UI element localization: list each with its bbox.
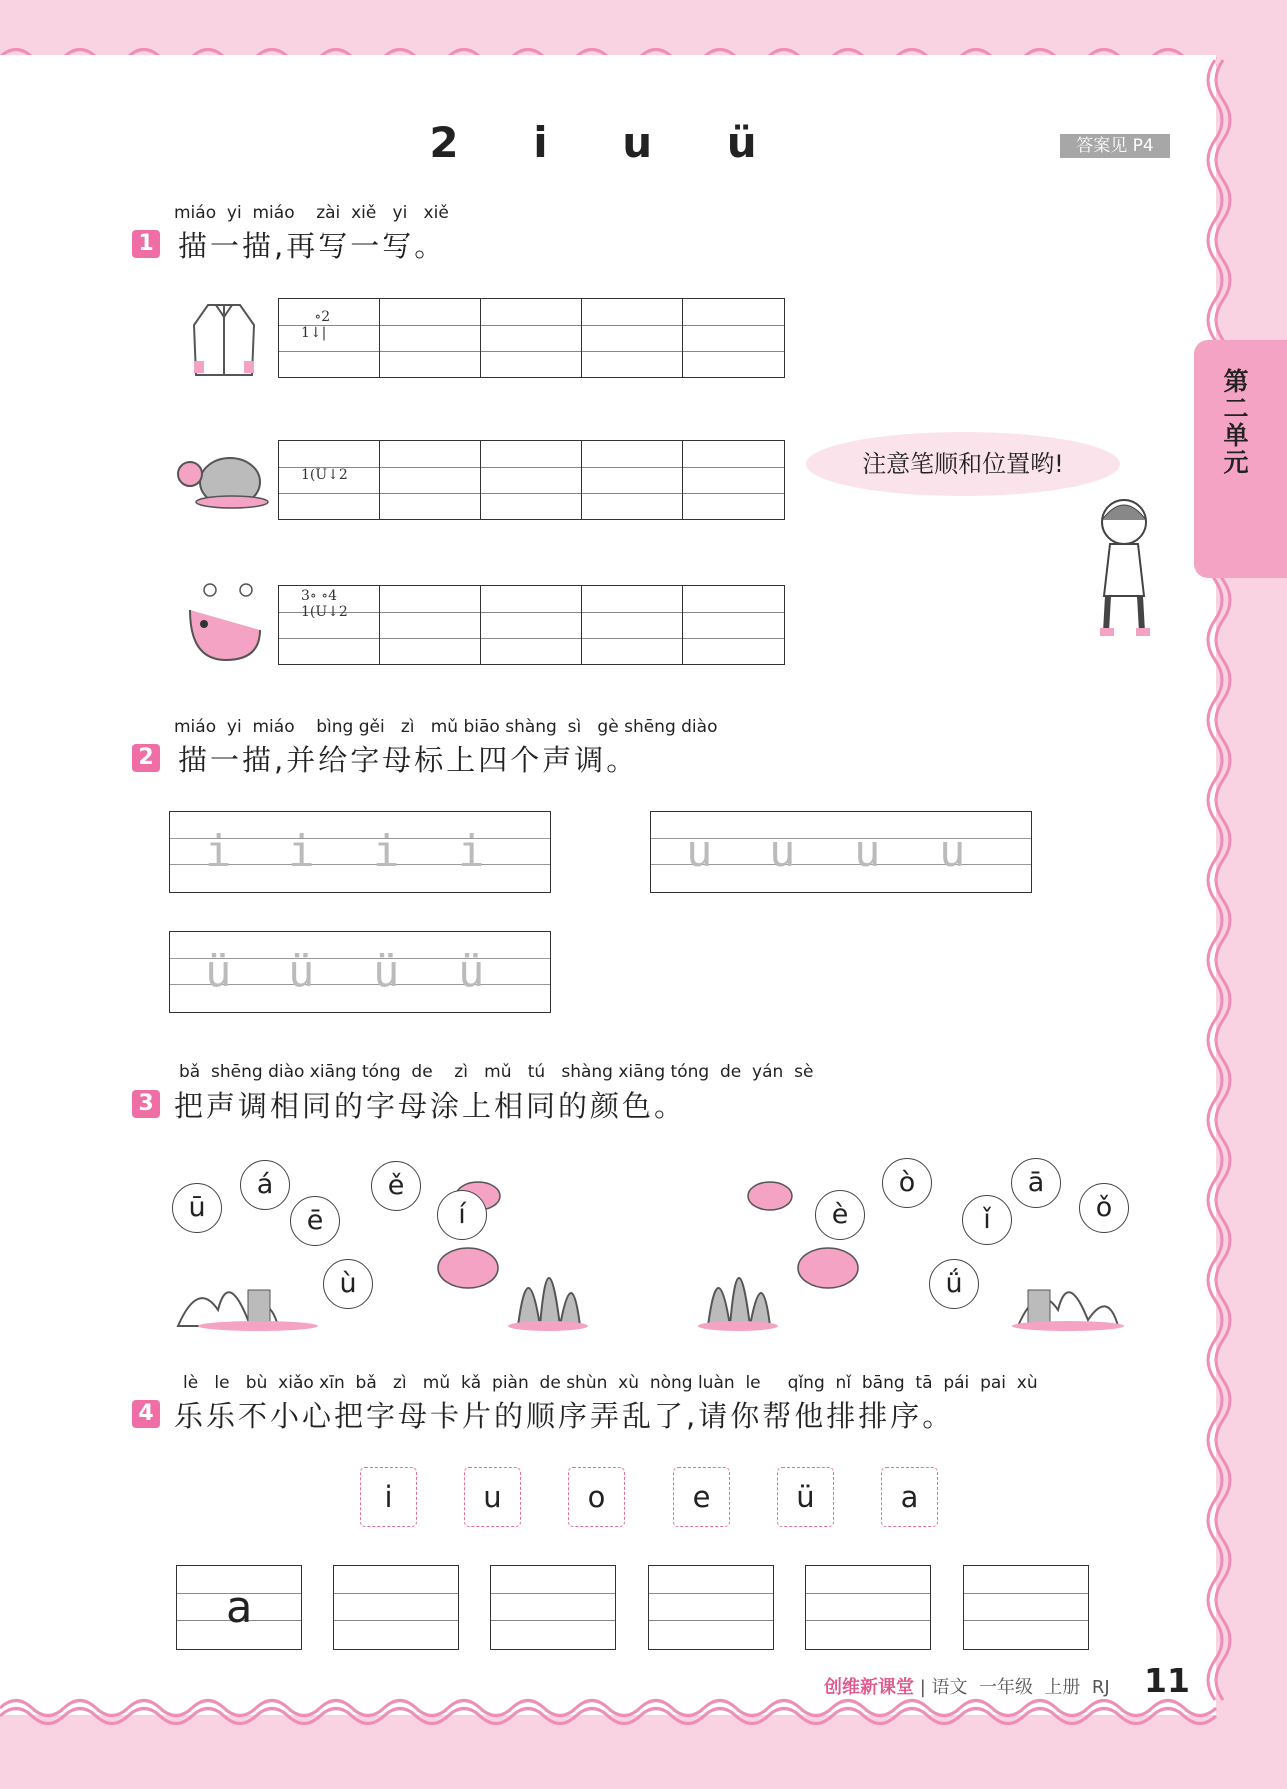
- q2-instruction: 描一描,并给字母标上四个声调。: [178, 743, 639, 777]
- letter-card[interactable]: u: [464, 1467, 521, 1527]
- order-answer-cell[interactable]: [490, 1565, 616, 1650]
- stroke-order-cell: 1(U↓2: [279, 441, 380, 519]
- writing-cell[interactable]: [683, 586, 784, 664]
- trace-box-u[interactable]: u u u u: [650, 811, 1032, 893]
- answer-reference-badge: 答案见 P4: [1060, 134, 1170, 158]
- q1-writing-row-i[interactable]: [278, 298, 785, 378]
- writing-cell[interactable]: [481, 586, 582, 664]
- letter-card[interactable]: i: [360, 1467, 417, 1527]
- right-wave-border: [1197, 0, 1287, 1789]
- q4-pinyin: lè le bù xiǎo xīn bǎ zì mǔ kǎ piàn de shùn xù nòng luàn le qǐng nǐ bāng tā pái pai xù: [183, 1373, 1038, 1393]
- tone-circle[interactable]: ù: [323, 1259, 373, 1309]
- writing-cell[interactable]: [481, 441, 582, 519]
- q1-writing-row-u[interactable]: [278, 440, 785, 520]
- writing-cell[interactable]: [683, 441, 784, 519]
- page-number: 11: [1144, 1661, 1190, 1700]
- letter-card[interactable]: ü: [777, 1467, 834, 1527]
- writing-cell[interactable]: [582, 586, 683, 664]
- tip-speech-bubble: 注意笔顺和位置哟!: [806, 432, 1120, 496]
- turtle-illustration: [172, 448, 276, 510]
- tone-circle[interactable]: ǒ: [1079, 1183, 1129, 1233]
- tone-circle[interactable]: ū: [172, 1183, 222, 1233]
- q2-pinyin: miáo yi miáo bìng gěi zì mǔ biāo shàng sì gè shēng diào: [174, 717, 718, 737]
- tone-circle[interactable]: í: [437, 1190, 487, 1240]
- tone-circle[interactable]: ā: [1011, 1158, 1061, 1208]
- lesson-title: 2 i u ü: [429, 118, 787, 167]
- q3-pinyin: bǎ shēng diào xiāng tóng de zì mǔ tú shàng xiāng tóng de yán sè: [179, 1062, 814, 1082]
- trace-box-v[interactable]: ü ü ü ü: [169, 931, 551, 1013]
- writing-cell[interactable]: [683, 299, 784, 377]
- order-answer-cell[interactable]: [648, 1565, 774, 1650]
- order-answer-cell[interactable]: [805, 1565, 931, 1650]
- letter-card[interactable]: e: [673, 1467, 730, 1527]
- unit-tab: 第二单元: [1194, 340, 1287, 578]
- shirt-illustration: [188, 295, 260, 383]
- letter-card[interactable]: a: [881, 1467, 938, 1527]
- fish-illustration: [180, 580, 272, 672]
- bottom-wave-border: [0, 1698, 1287, 1728]
- order-answer-cell[interactable]: [333, 1565, 459, 1650]
- stroke-order-cell: 3∘ ∘4 1(U↓2: [279, 586, 380, 664]
- q1-pinyin: miáo yi miáo zài xiě yi xiě: [174, 203, 449, 223]
- tone-circle[interactable]: á: [240, 1160, 290, 1210]
- q1-writing-row-v[interactable]: [278, 585, 785, 665]
- tone-circle[interactable]: ě: [371, 1161, 421, 1211]
- tone-circle[interactable]: ò: [882, 1158, 932, 1208]
- letter-card[interactable]: o: [568, 1467, 625, 1527]
- trace-box-i[interactable]: i i i i: [169, 811, 551, 893]
- footer-series: 创维新课堂 | 语文 一年级 上册 RJ: [824, 1677, 1110, 1698]
- q1-number: 1: [132, 230, 160, 258]
- girl-illustration: [1086, 496, 1162, 642]
- q1-instruction: 描一描,再写一写。: [178, 229, 447, 263]
- q3-instruction: 把声调相同的字母涂上相同的颜色。: [174, 1089, 687, 1123]
- writing-cell[interactable]: [380, 586, 481, 664]
- q4-instruction: 乐乐不小心把字母卡片的顺序弄乱了,请你帮他排排序。: [174, 1399, 955, 1433]
- tone-circle[interactable]: è: [815, 1190, 865, 1240]
- q4-number: 4: [132, 1400, 160, 1428]
- writing-cell[interactable]: [582, 299, 683, 377]
- writing-cell[interactable]: [582, 441, 683, 519]
- order-answer-cell[interactable]: [963, 1565, 1089, 1650]
- writing-cell[interactable]: [481, 299, 582, 377]
- q2-number: 2: [132, 744, 160, 772]
- tone-circle[interactable]: ē: [290, 1196, 340, 1246]
- tone-circle[interactable]: ǘ: [929, 1259, 979, 1309]
- writing-cell[interactable]: [380, 299, 481, 377]
- order-answer-cell[interactable]: a: [176, 1565, 302, 1650]
- stroke-order-cell: ∘2 1↓|: [279, 299, 380, 377]
- q3-number: 3: [132, 1090, 160, 1118]
- writing-cell[interactable]: [380, 441, 481, 519]
- tone-circle[interactable]: ǐ: [962, 1195, 1012, 1245]
